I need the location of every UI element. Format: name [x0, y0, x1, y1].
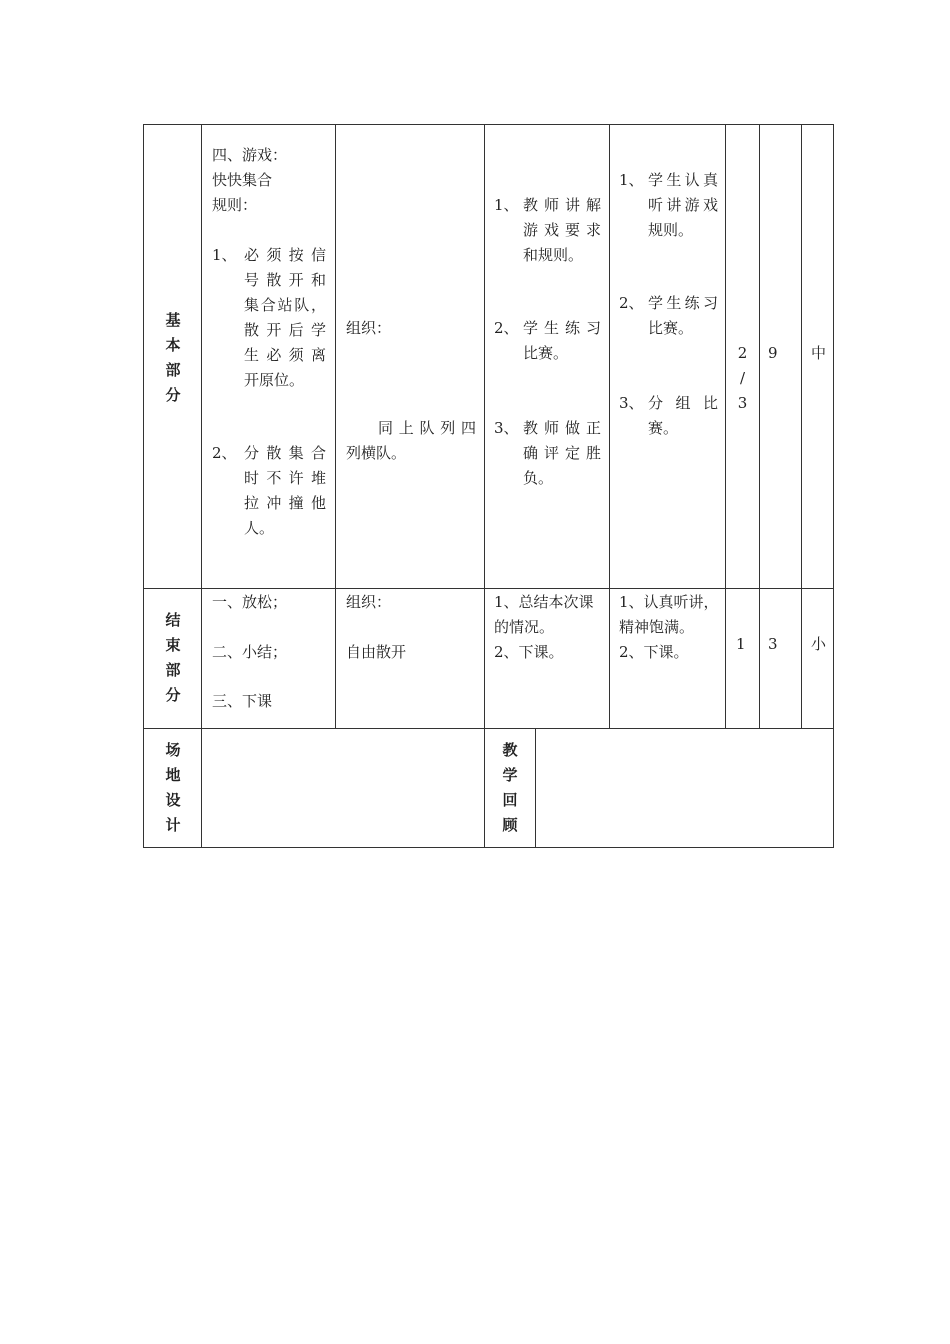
col-divider-6 [725, 124, 726, 729]
organization-line: 列横队。 [346, 444, 407, 462]
col-divider-5 [609, 124, 610, 729]
venue-label-char: 地 [165, 766, 181, 784]
teacher-line: 教师做正 [523, 419, 601, 437]
end-content-item: 二、小结； [212, 643, 288, 661]
teacher-item-number: 2、 [494, 319, 519, 337]
end-student-line: 精神饱满。 [619, 618, 695, 636]
end-teacher-line: 的情况。 [494, 618, 555, 636]
table-border-top [143, 124, 834, 125]
end-section-label [160, 608, 186, 708]
rules-label: 规则： [212, 196, 258, 214]
student-item-number: 2、 [619, 294, 644, 312]
rule2-text [244, 441, 326, 541]
table-border-bottom [143, 847, 834, 848]
review-label-char: 学 [502, 766, 518, 784]
student-item-text [648, 391, 718, 441]
col-divider-2 [335, 124, 336, 729]
venue-label-char: 设 [165, 791, 181, 809]
teacher-item-text [523, 316, 601, 366]
rule1-line: 号散开和 [244, 271, 326, 289]
teacher-item-text [523, 416, 601, 491]
basic-minutes: 9 [768, 344, 778, 362]
times-part: / [739, 369, 746, 387]
times-part: 3 [737, 394, 748, 412]
student-item-number: 1、 [619, 171, 644, 189]
teacher-line: 游戏要求 [523, 221, 601, 239]
student-item-text [648, 291, 718, 341]
basic-label-char: 基 [165, 311, 181, 329]
end-student-line: 2、下课。 [619, 643, 689, 661]
end-content-item: 一、放松； [212, 593, 288, 611]
table-border-left [143, 124, 144, 848]
rule1-number: 1、 [212, 246, 237, 264]
end-content-item: 三、下课 [212, 692, 273, 710]
end-label-char: 结 [165, 611, 181, 629]
teacher-line: 负。 [523, 469, 554, 487]
teacher-line: 学生练习 [523, 319, 601, 337]
student-line: 比赛。 [648, 319, 694, 337]
student-line: 听讲游戏 [648, 196, 718, 214]
col-divider-4 [535, 728, 536, 848]
times-part: 2 [737, 344, 748, 362]
student-line: 学生认真 [648, 171, 718, 189]
basic-label-char: 分 [165, 386, 181, 404]
basic-section-label [160, 308, 186, 408]
review-label-char: 顾 [502, 816, 518, 834]
table-divider-2 [143, 728, 834, 729]
rule2-line: 拉冲撞他 [244, 494, 326, 512]
end-times: 1 [736, 635, 746, 653]
end-label-char: 分 [165, 686, 181, 704]
end-teacher-line: 1、总结本次课 [494, 593, 594, 611]
rule1-line: 开原位。 [244, 371, 305, 389]
end-organization-label: 组织： [346, 593, 392, 611]
teacher-line: 确评定胜 [523, 444, 601, 462]
venue-label-char: 场 [165, 741, 181, 759]
teacher-item-number: 1、 [494, 196, 519, 214]
col-divider-1 [201, 124, 202, 848]
end-student-line: 1、认真听讲， [619, 593, 719, 611]
student-line: 规则。 [648, 221, 694, 239]
student-item-number: 3、 [619, 394, 644, 412]
venue-label-char: 计 [165, 816, 181, 834]
teacher-line: 比赛。 [523, 344, 569, 362]
end-minutes: 3 [768, 635, 778, 653]
organization-text [346, 416, 476, 466]
basic-label-char: 本 [165, 336, 181, 354]
teacher-item-number: 3、 [494, 419, 519, 437]
basic-times [726, 341, 759, 416]
table-border-right [833, 124, 834, 848]
review-label-char: 回 [502, 791, 518, 809]
rule2-line: 时不许堆 [244, 469, 326, 487]
rule1-text [244, 243, 326, 393]
rule1-line: 必须按信 [244, 246, 326, 264]
game-name: 快快集合 [212, 171, 273, 189]
table-divider-1 [143, 588, 834, 589]
student-item-text [648, 168, 718, 243]
student-line: 赛。 [648, 419, 679, 437]
col-divider-7 [759, 124, 760, 729]
end-intensity: 小 [811, 635, 827, 653]
end-label-char: 部 [165, 661, 181, 679]
review-label-char: 教 [502, 741, 518, 759]
rule1-line: 集合站队， [244, 296, 326, 314]
organization-label: 组织： [346, 319, 392, 337]
teacher-line: 和规则。 [523, 246, 584, 264]
rule2-number: 2、 [212, 444, 237, 462]
rule2-line: 人。 [244, 519, 275, 537]
venue-design-label [160, 738, 186, 838]
end-label-char: 束 [165, 636, 181, 654]
student-line: 分组比 [648, 394, 718, 412]
col-divider-8 [801, 124, 802, 729]
end-organization-text: 自由散开 [346, 643, 407, 661]
rule1-line: 生必须离 [244, 346, 326, 364]
end-teacher-line: 2、下课。 [494, 643, 564, 661]
basic-intensity: 中 [811, 344, 827, 362]
basic-label-char: 部 [165, 361, 181, 379]
game-heading: 四、游戏： [212, 146, 288, 164]
teacher-line: 教师讲解 [523, 196, 601, 214]
student-line: 学生练习 [648, 294, 718, 312]
col-divider-3 [484, 124, 485, 848]
teaching-review-label [497, 738, 523, 838]
teacher-item-text [523, 193, 601, 268]
rule2-line: 分散集合 [244, 444, 326, 462]
organization-line: 同上队列四 [378, 419, 476, 437]
rule1-line: 散开后学 [244, 321, 326, 339]
